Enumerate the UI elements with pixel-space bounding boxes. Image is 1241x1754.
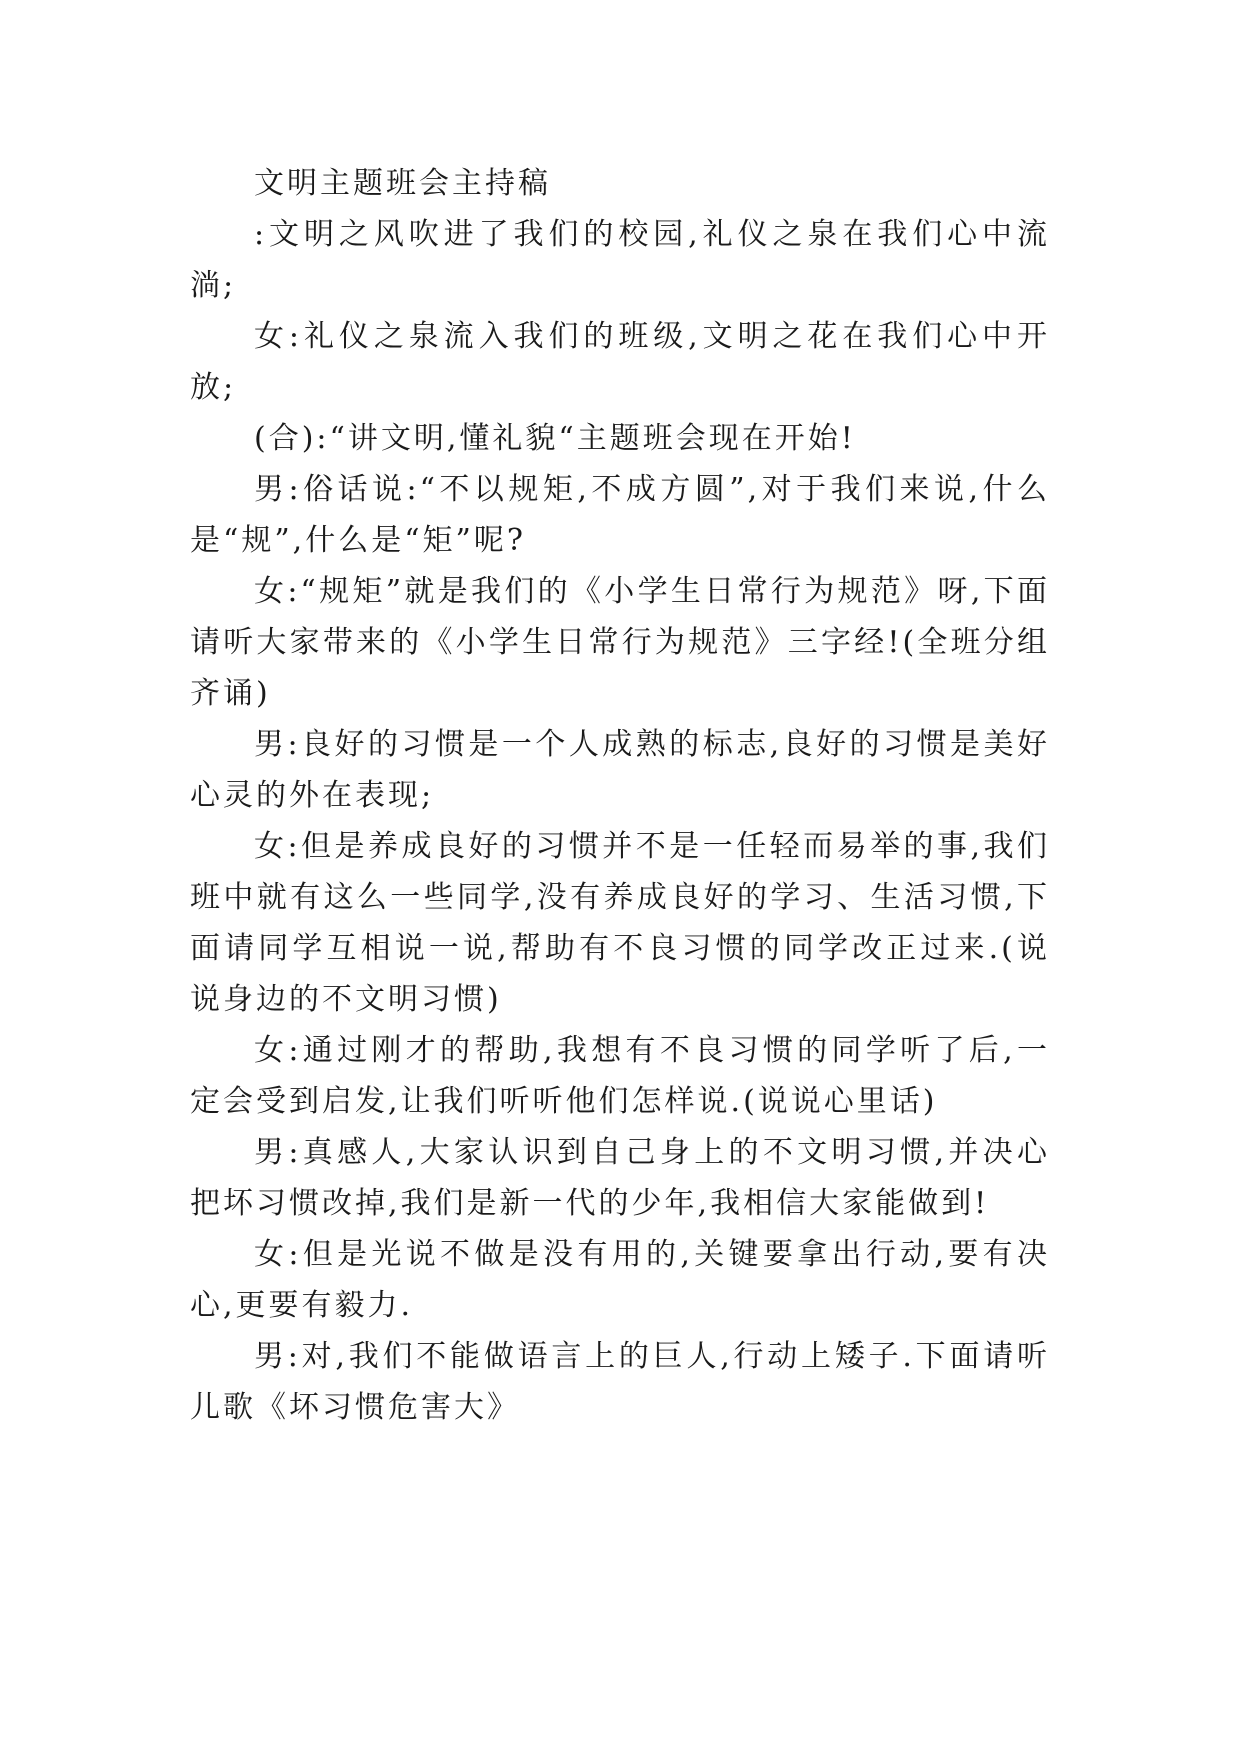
document-title: 文明主题班会主持稿	[254, 166, 551, 201]
paragraph-10: 女:但是光说不做是没有用的,关键要拿出行动,要有决心,更要有毅力.	[190, 1237, 1050, 1323]
paragraph-11: 男:对,我们不能做语言上的巨人,行动上矮子.下面请听儿歌《坏习惯危害大》	[190, 1339, 1050, 1425]
paragraph-9: 男:真感人,大家认识到自己身上的不文明习惯,并决心把坏习惯改掉,我们是新一代的少年,我相信大家能做到!	[190, 1135, 1050, 1221]
paragraph-5: 女:“规矩”就是我们的《小学生日常行为规范》呀,下面请听大家带来的《小学生日常行为规范》三字经!(全班分组齐诵)	[190, 574, 1050, 711]
document-body	[190, 158, 1050, 1433]
paragraph-1: :文明之风吹进了我们的校园,礼仪之泉在我们心中流淌;	[190, 217, 1050, 303]
paragraph-7: 女:但是养成良好的习惯并不是一任轻而易举的事,我们班中就有这么一些同学,没有养成良好的学习、生活习惯,下面请同学互相说一说,帮助有不良习惯的同学改正过来.(说说身边的不文明习惯)	[190, 829, 1050, 1017]
paragraph-8: 女:通过刚才的帮助,我想有不良习惯的同学听了后,一定会受到启发,让我们听听他们怎样说.(说说心里话)	[190, 1033, 1050, 1119]
paragraph-2: 女:礼仪之泉流入我们的班级,文明之花在我们心中开放;	[190, 319, 1050, 405]
paragraph-3: (合):“讲文明,懂礼貌“主题班会现在开始!	[254, 421, 856, 456]
paragraph-4: 男:俗话说:“不以规矩,不成方圆”,对于我们来说,什么是“规”,什么是“矩”呢?	[190, 472, 1050, 558]
paragraph-6: 男:良好的习惯是一个人成熟的标志,良好的习惯是美好心灵的外在表现;	[190, 727, 1050, 813]
